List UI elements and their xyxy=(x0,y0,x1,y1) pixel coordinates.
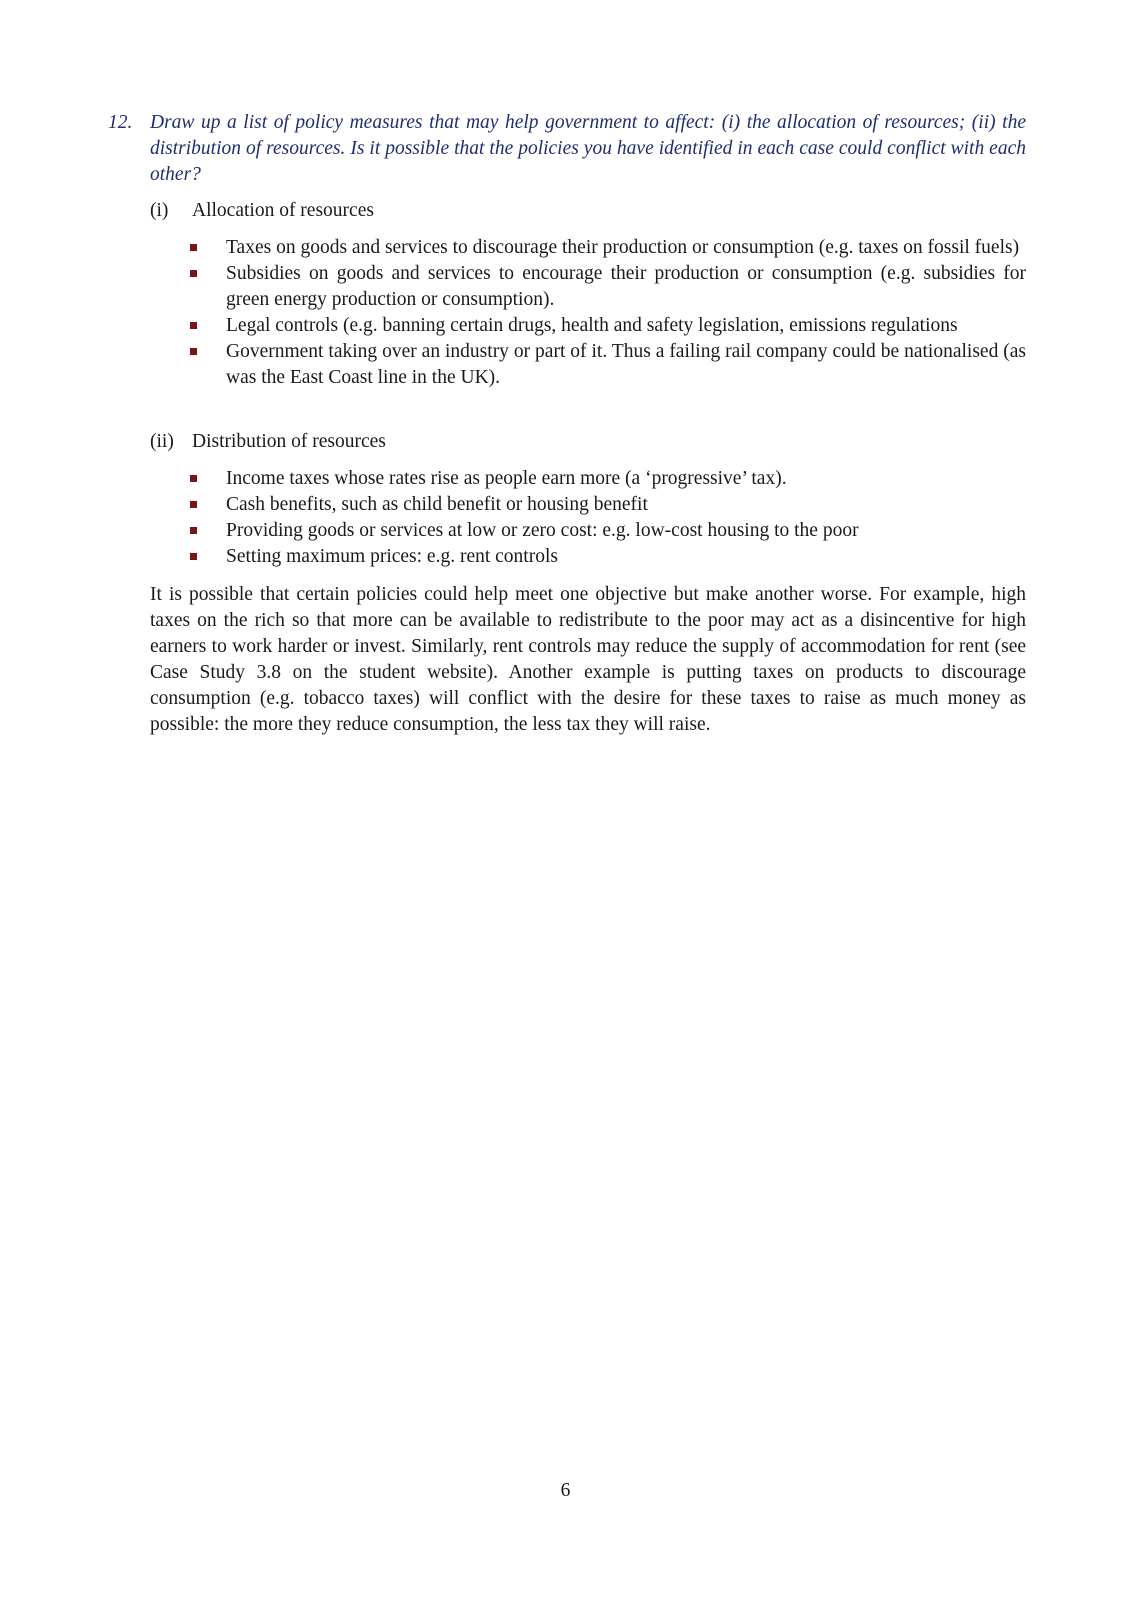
list-item xyxy=(188,466,1026,492)
list-item xyxy=(188,261,1026,313)
square-bullet-icon xyxy=(190,322,197,329)
list-item-text: Cash benefits, such as child benefit or housing benefit xyxy=(226,494,648,515)
square-bullet-icon xyxy=(190,553,197,560)
list-item xyxy=(188,339,1026,391)
section-title: Distribution of resources xyxy=(192,431,386,452)
square-bullet-icon xyxy=(190,244,197,251)
list-item-text: Providing goods or services at low or zero cost: e.g. low-cost housing to the poor xyxy=(226,520,859,541)
list-item-text: Legal controls (e.g. banning certain drugs, health and safety legislation, emissions regulations xyxy=(226,315,958,336)
question-number: 12. xyxy=(108,112,133,133)
list-item xyxy=(188,235,1026,261)
square-bullet-icon xyxy=(190,348,197,355)
page-number: 6 xyxy=(560,1480,571,1501)
list-item xyxy=(188,544,1026,570)
list-item-text: Taxes on goods and services to discourage their production or consumption (e.g. taxes on fossil fuels) xyxy=(226,237,1020,258)
section-numeral: (ii) xyxy=(150,431,174,452)
list-item-text: Government taking over an industry or part of it. Thus a failing rail company could be nationalised (as was the East Coast line in the UK). xyxy=(226,341,1026,388)
question-12 xyxy=(108,110,1026,188)
question-text: Draw up a list of policy measures that may help government to affect: (i) the allocation of resources; (ii) the distribution of resources. Is it possible that the policies you have identified in each case could conflict with each other? xyxy=(150,112,1026,185)
square-bullet-icon xyxy=(190,270,197,277)
section-heading-allocation xyxy=(150,198,374,224)
square-bullet-icon xyxy=(190,501,197,508)
list-item-text: Subsidies on goods and services to encourage their production or consumption (e.g. subsidies for green energy production or consumption). xyxy=(226,263,1026,310)
list-item-text: Setting maximum prices: e.g. rent controls xyxy=(226,546,558,567)
allocation-bullet-list xyxy=(188,235,1026,391)
list-item xyxy=(188,492,1026,518)
square-bullet-icon xyxy=(190,527,197,534)
section-numeral: (i) xyxy=(150,200,169,221)
distribution-bullet-list xyxy=(188,466,1026,570)
list-item xyxy=(188,313,1026,339)
conclusion-paragraph: It is possible that certain policies could help meet one objective but make another worse. For example, high taxes on the rich so that more can be available to redistribute to the poor may act as a disincentive for high earners to work harder or invest. Similarly, rent controls may reduce the supply of accommodation for rent (see Case Study 3.8 on the student website). Another example is putting taxes on products to discourage consumption (e.g. tobacco taxes) will conflict with the desire for these taxes to raise as much money as possible: the more they reduce consumption, the less tax they will raise. xyxy=(150,584,1026,735)
list-item-text: Income taxes whose rates rise as people earn more (a ‘progressive’ tax). xyxy=(226,468,787,489)
section-heading-distribution xyxy=(150,429,386,455)
section-title: Allocation of resources xyxy=(192,200,374,221)
list-item xyxy=(188,518,1026,544)
square-bullet-icon xyxy=(190,475,197,482)
